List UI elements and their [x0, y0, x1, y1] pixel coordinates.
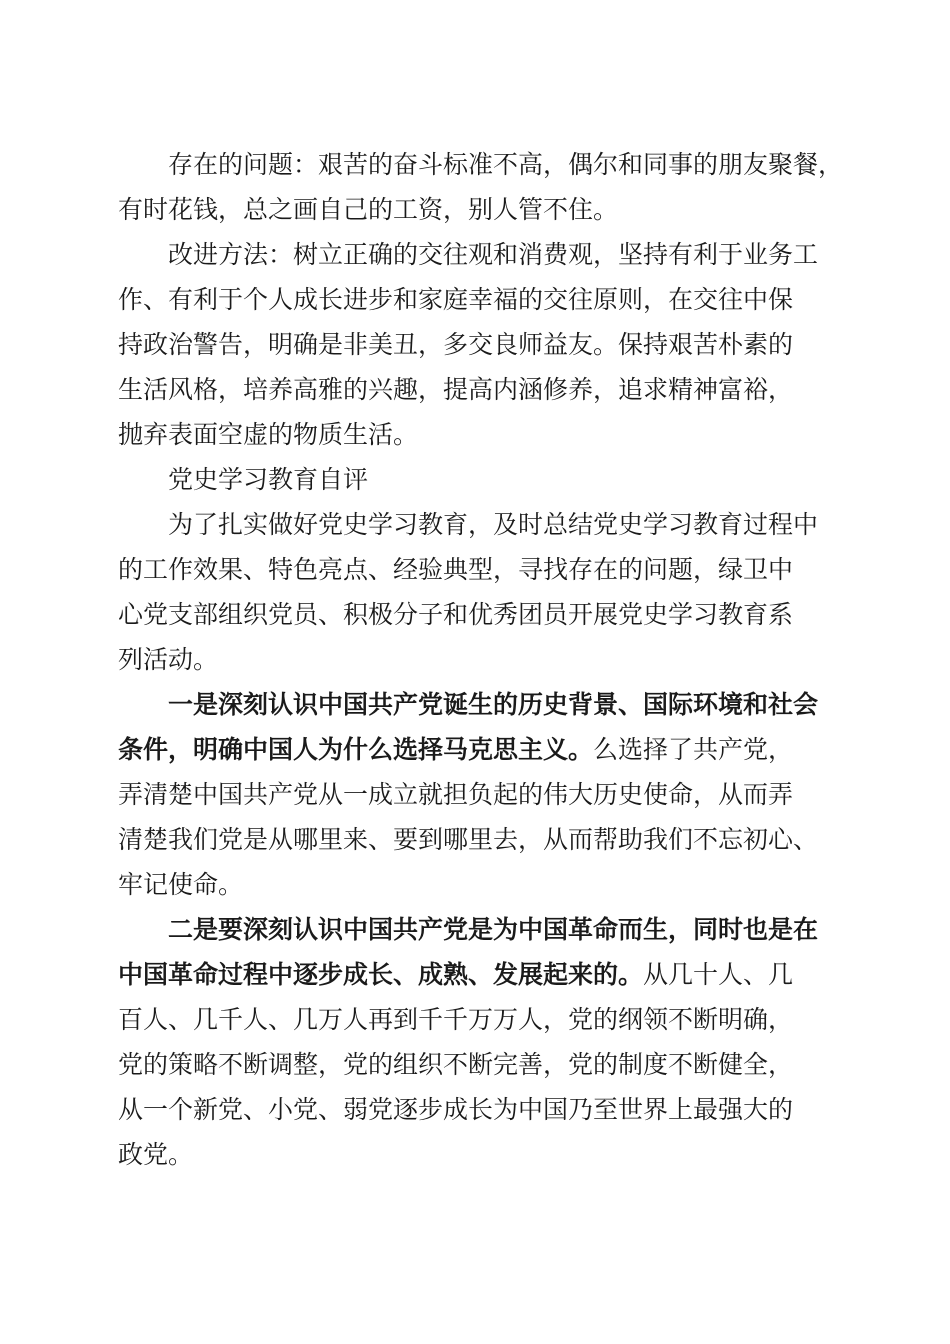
- text-line: 持政治警告，明确是非美丑，多交良师益友。保持艰苦朴素的: [118, 330, 794, 359]
- text-line: 心党支部组织党员、积极分子和优秀团员开展党史学习教育系: [118, 600, 794, 629]
- text-line: 政党。: [118, 1140, 194, 1169]
- text-line: [118, 727, 838, 772]
- bold-lead-line: 一是深刻认识中国共产党诞生的历史背景、国际环境和社会: [168, 690, 819, 719]
- paragraph-problem: [118, 142, 844, 232]
- text-line: 从一个新党、小党、弱党逐步成长为中国乃至世界上最强大的: [118, 1095, 794, 1124]
- text-line: 存在的问题：艰苦的奋斗标准不高，偶尔和同事的朋友聚餐，: [168, 150, 844, 179]
- text-line: 有时花钱，总之画自己的工资，别人管不住。: [118, 195, 619, 224]
- paragraph-point-one: [118, 682, 838, 907]
- paragraph-improvement: [118, 232, 838, 457]
- text-line: 为了扎实做好党史学习教育，及时总结党史学习教育过程中: [168, 510, 819, 539]
- text-line: 党的策略不断调整，党的组织不断完善，党的制度不断健全，: [118, 1050, 794, 1079]
- paragraph-point-two: [118, 907, 838, 1177]
- text-line: 改进方法：树立正确的交往观和消费观，坚持有利于业务工: [168, 240, 819, 269]
- bold-lead-text: 中国革命过程中逐步成长、成熟、发展起来的。: [118, 960, 644, 989]
- section-title: [118, 457, 838, 502]
- document-body: [118, 142, 844, 1177]
- text-line: 抛弃表面空虚的物质生活。: [118, 420, 419, 449]
- section-title-text: 党史学习教育自评: [168, 465, 369, 494]
- text-line: 牢记使命。: [118, 870, 244, 899]
- text-line: 百人、几千人、几万人再到千千万万人，党的纲领不断明确，: [118, 1005, 794, 1034]
- bold-lead-text: 条件，明确中国人为什么选择马克思主义。: [118, 735, 594, 764]
- text-line: 的工作效果、特色亮点、经验典型，寻找存在的问题，绿卫中: [118, 555, 794, 584]
- text-segment: 么选择了共产党，: [593, 735, 794, 764]
- text-line: 清楚我们党是从哪里来、要到哪里去，从而帮助我们不忘初心、: [118, 825, 819, 854]
- text-line: 列活动。: [118, 645, 219, 674]
- paragraph-intro: [118, 502, 838, 682]
- bold-lead-line: 二是要深刻认识中国共产党是为中国革命而生，同时也是在: [168, 915, 819, 944]
- text-segment: 从几十人、几: [643, 960, 794, 989]
- text-line: 作、有利于个人成长进步和家庭幸福的交往原则，在交往中保: [118, 285, 794, 314]
- text-line: 弄清楚中国共产党从一成立就担负起的伟大历史使命，从而弄: [118, 780, 794, 809]
- text-line: [118, 952, 838, 997]
- text-line: 生活风格，培养高雅的兴趣，提高内涵修养，追求精神富裕，: [118, 375, 794, 404]
